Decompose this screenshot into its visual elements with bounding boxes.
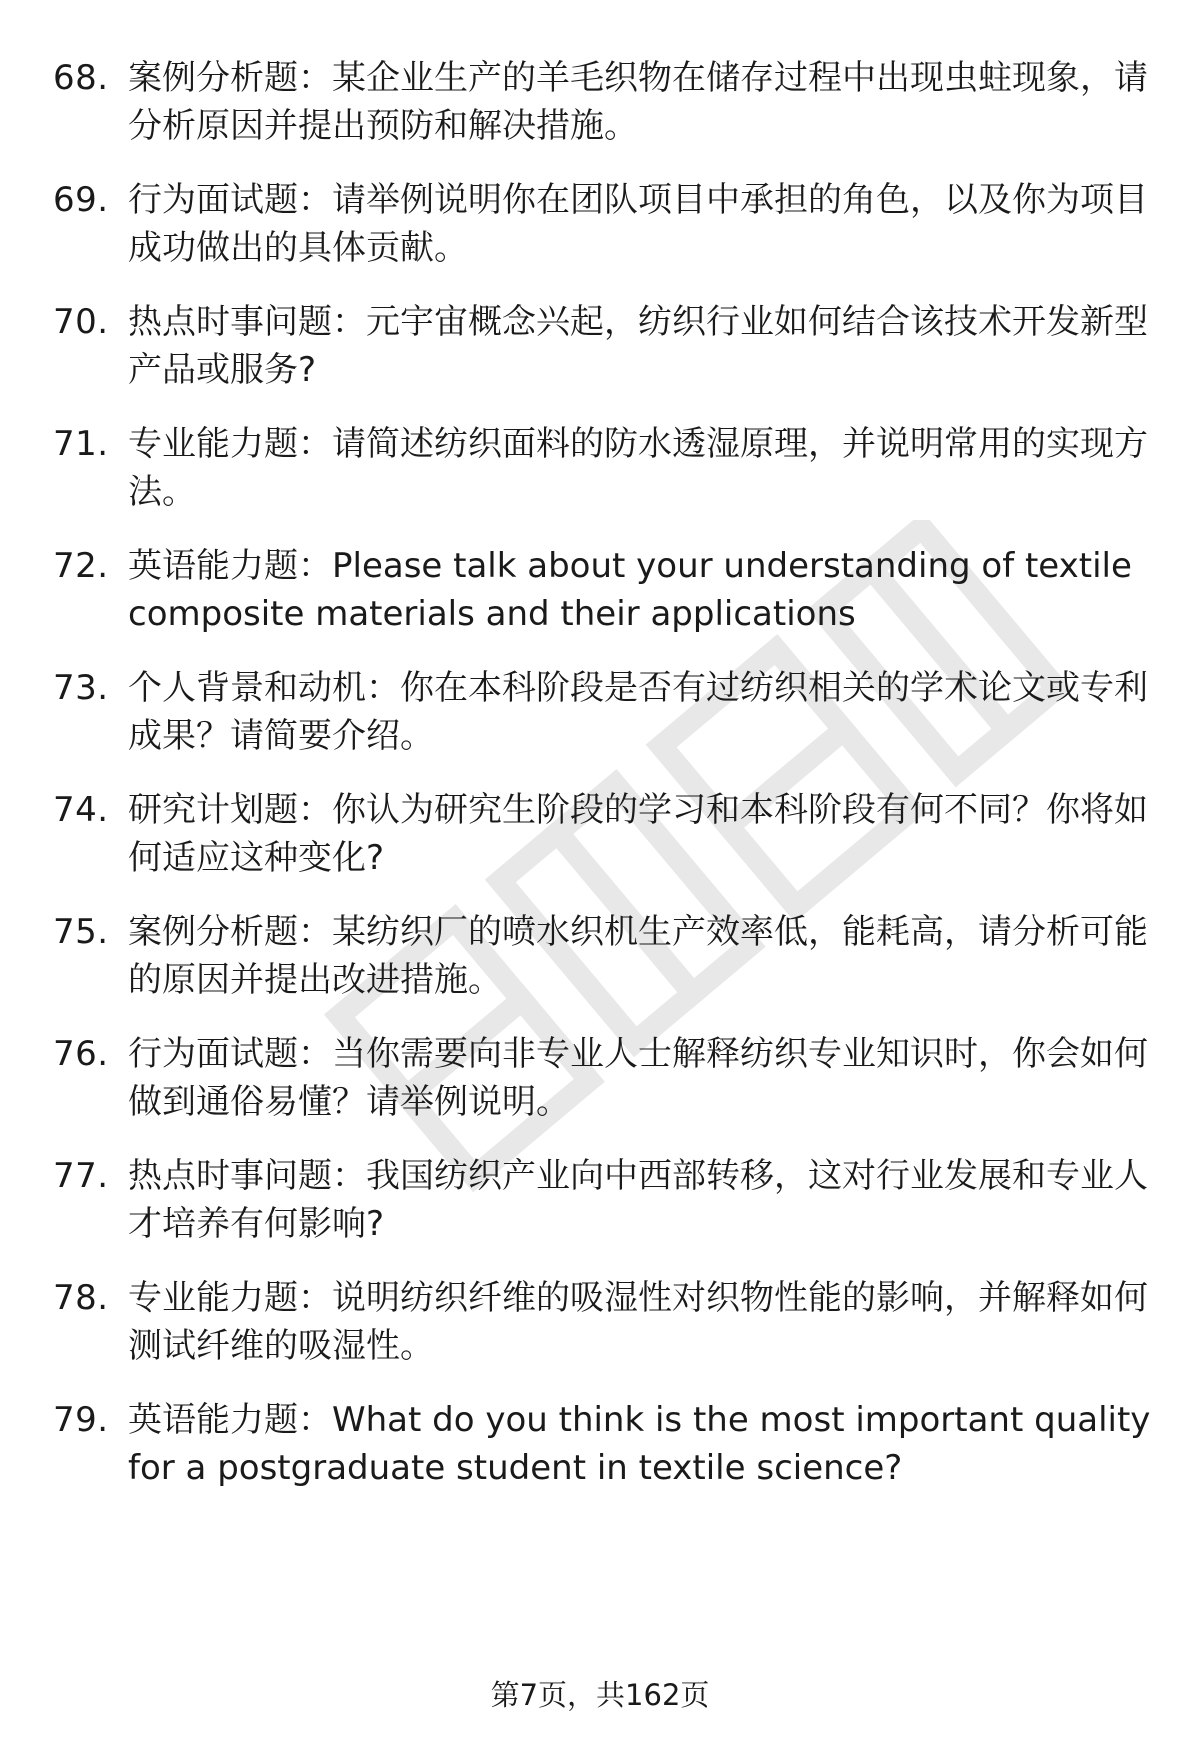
list-item — [0, 1030, 1200, 1140]
question-number: 70. — [53, 302, 109, 342]
list-item — [0, 1274, 1200, 1384]
list-item — [0, 1152, 1200, 1262]
list-item — [0, 908, 1200, 1018]
question-number: 77. — [53, 1156, 109, 1196]
question-number: 79. — [53, 1400, 109, 1440]
question-number: 69. — [53, 180, 109, 220]
question-text: 英语能力题：Please talk about your understanding of textile composite materials and their applications — [128, 546, 1132, 634]
question-text: 行为面试题：当你需要向非专业人士解释纺织专业知识时，你会如何做到通俗易懂？请举例说明。 — [128, 1034, 1148, 1122]
list-item — [0, 786, 1200, 896]
list-item — [0, 664, 1200, 774]
question-text: 英语能力题：What do you think is the most important quality for a postgraduate student in textile science? — [128, 1400, 1151, 1488]
question-number: 76. — [53, 1034, 109, 1074]
list-item — [0, 176, 1200, 286]
question-number: 75. — [53, 912, 109, 952]
question-text: 热点时事问题：元宇宙概念兴起，纺织行业如何结合该技术开发新型产品或服务? — [128, 302, 1148, 390]
question-text: 研究计划题：你认为研究生阶段的学习和本科阶段有何不同？你将如何适应这种变化? — [128, 790, 1148, 878]
question-number: 68. — [53, 58, 109, 98]
list-item — [0, 298, 1200, 408]
question-text: 个人背景和动机：你在本科阶段是否有过纺织相关的学术论文或专利成果？请简要介绍。 — [128, 668, 1148, 756]
page-footer: 第7页，共162页 — [490, 1678, 710, 1712]
question-text: 专业能力题：请简述纺织面料的防水透湿原理，并说明常用的实现方法。 — [128, 424, 1148, 512]
question-number: 71. — [53, 424, 109, 464]
list-item — [0, 542, 1200, 652]
list-item — [0, 1396, 1200, 1506]
question-number: 78. — [53, 1278, 109, 1318]
question-number: 74. — [53, 790, 109, 830]
list-item — [0, 420, 1200, 530]
question-text: 专业能力题：说明纺织纤维的吸湿性对织物性能的影响，并解释如何测试纤维的吸湿性。 — [128, 1278, 1148, 1366]
question-text: 热点时事问题：我国纺织产业向中西部转移，这对行业发展和专业人才培养有何影响? — [128, 1156, 1148, 1244]
question-text: 案例分析题：某纺织厂的喷水织机生产效率低，能耗高，请分析可能的原因并提出改进措施。 — [128, 912, 1148, 1000]
question-number: 72. — [53, 546, 109, 586]
question-text: 行为面试题：请举例说明你在团队项目中承担的角色，以及你为项目成功做出的具体贡献。 — [128, 180, 1148, 268]
list-item — [0, 54, 1200, 164]
question-text: 案例分析题：某企业生产的羊毛织物在储存过程中出现虫蛀现象，请分析原因并提出预防和解决措施。 — [128, 58, 1148, 146]
question-number: 73. — [53, 668, 109, 708]
